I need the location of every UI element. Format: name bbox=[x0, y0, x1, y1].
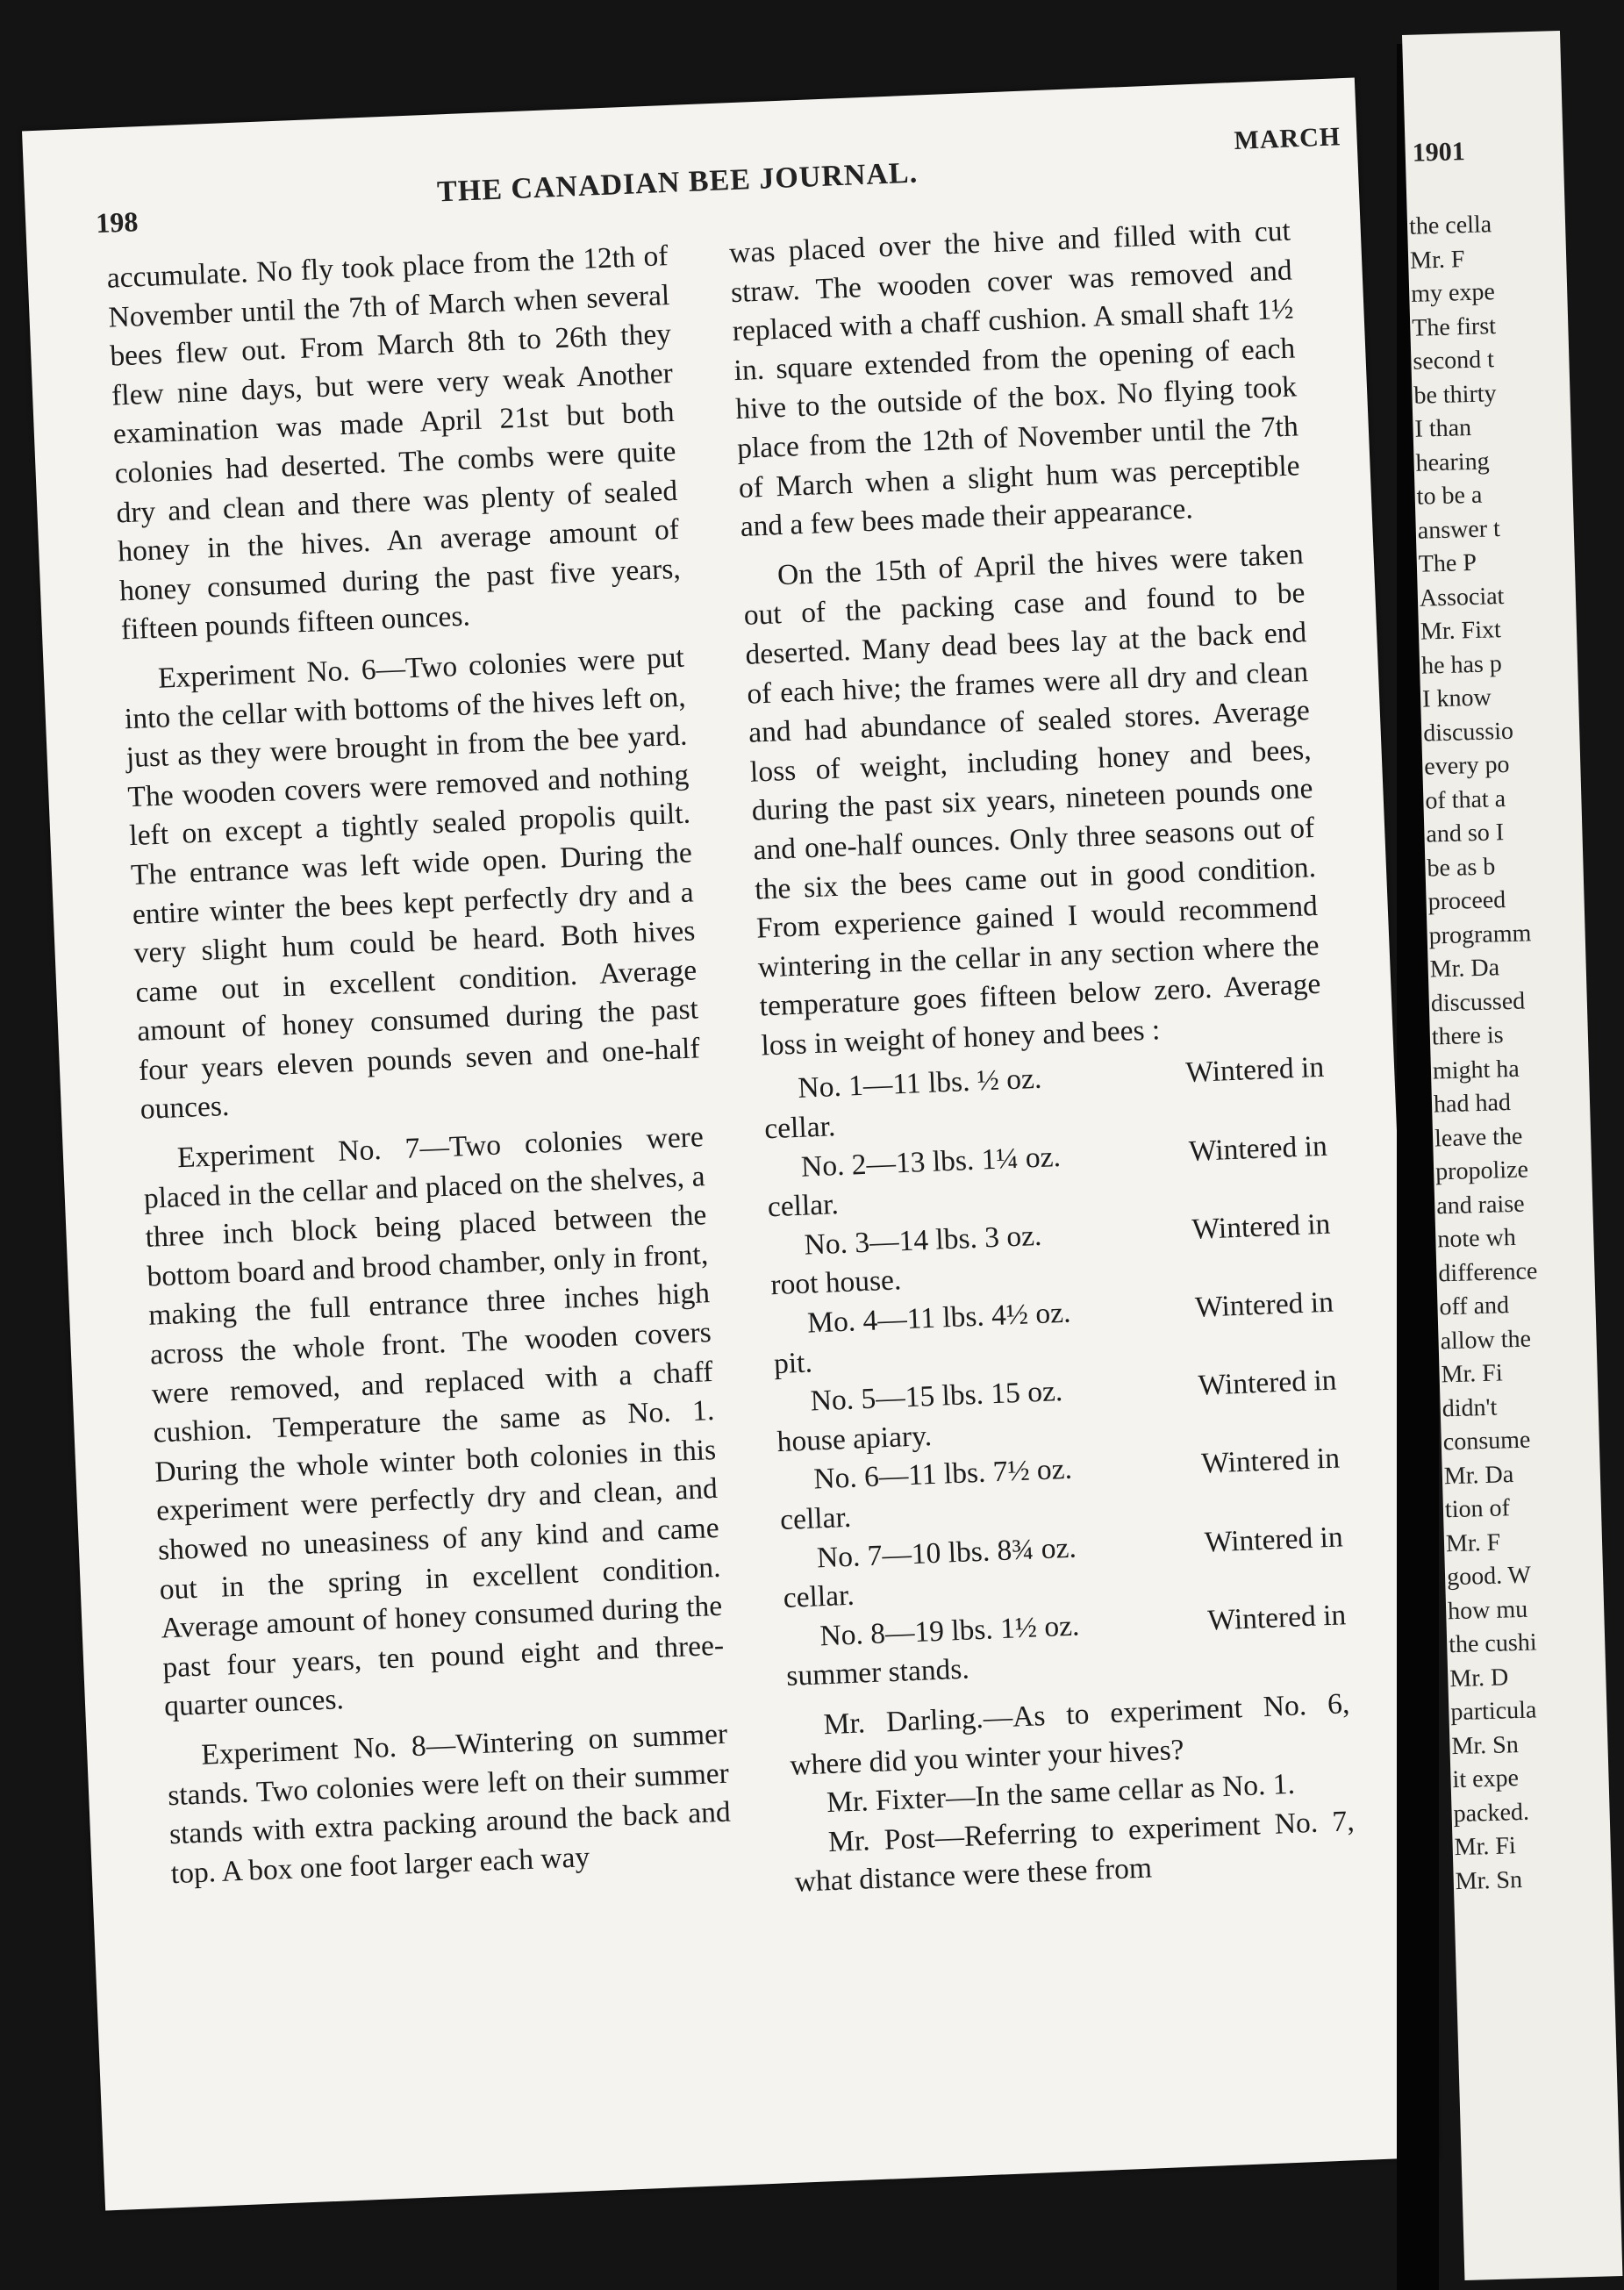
list-item: No. 3—14 lbs. 3 oz. Wintered in bbox=[803, 1207, 1331, 1262]
facing-line: discussio bbox=[1422, 717, 1514, 748]
facing-line: good. W bbox=[1446, 1561, 1532, 1592]
facing-line: Mr. F bbox=[1409, 245, 1465, 275]
paragraph: Mr. Fixter—In the same cellar as No. 1. bbox=[826, 1767, 1296, 1820]
facing-line: discussed bbox=[1430, 987, 1526, 1018]
facing-line: packed. bbox=[1453, 1798, 1530, 1828]
facing-line: Mr. Da bbox=[1443, 1460, 1514, 1490]
facing-line: programm bbox=[1428, 919, 1532, 950]
list-item-place: cellar. bbox=[779, 1500, 852, 1537]
facing-line: be thirty bbox=[1413, 379, 1497, 410]
list-item: No. 7—10 lbs. 8¾ oz. Wintered in bbox=[816, 1520, 1344, 1574]
paragraph: Mr. Darling.—As to experiment No. 6, where did you winter your hives? bbox=[789, 1687, 1350, 1782]
facing-page-year: 1901 bbox=[1412, 137, 1466, 168]
facing-line: Mr. Fi bbox=[1454, 1832, 1517, 1862]
facing-line: propolize bbox=[1434, 1156, 1529, 1186]
facing-line: Mr. Sn bbox=[1451, 1730, 1520, 1760]
facing-line: The P bbox=[1418, 548, 1477, 578]
list-item: No. 8—19 lbs. 1½ oz. Wintered in bbox=[819, 1599, 1347, 1653]
facing-line: Mr. Sn bbox=[1455, 1865, 1523, 1895]
facing-line: might ha bbox=[1432, 1055, 1520, 1084]
page-number: 198 bbox=[95, 205, 139, 240]
paragraph: Experiment No. 7—Two colonies were placed in the cellar and placed on the shelves, a three inch block being placed between the bottom board and brood chamber, only in front, making the full entrance three inches high across the whole front. The wooden covers were removed, and replaced with a chaff cushion. Temperature the same as No. 1. During the whole winter both colonies in this experiment were perfectly dry and clean, and showed no uneasiness of any kind and came out in the spring in excellent condition. Average amount of honey consumed during the past four years, ten pound eight and three-quarter ounces. bbox=[143, 1120, 725, 1723]
facing-line: I than bbox=[1414, 413, 1472, 443]
left-column bbox=[106, 237, 733, 1894]
weight-loss-list bbox=[762, 1048, 1349, 1697]
facing-line: Associat bbox=[1419, 582, 1505, 612]
paragraph: Mr. Post—Referring to experiment No. 7, what distance were these from bbox=[794, 1804, 1356, 1900]
facing-line: Mr. F bbox=[1445, 1528, 1501, 1557]
list-item-place: cellar. bbox=[783, 1578, 855, 1615]
running-header-month: MARCH bbox=[1233, 122, 1341, 156]
facing-line: note wh bbox=[1436, 1223, 1517, 1254]
journal-page bbox=[22, 77, 1438, 2210]
list-item-place: cellar. bbox=[763, 1110, 836, 1146]
facing-line: the cushi bbox=[1448, 1628, 1537, 1659]
facing-line: and so I bbox=[1426, 819, 1505, 848]
right-column bbox=[728, 212, 1356, 1903]
list-item-place: root house. bbox=[769, 1263, 903, 1302]
facing-line: particula bbox=[1449, 1696, 1537, 1727]
facing-line: of that a bbox=[1424, 784, 1506, 815]
facing-line: the cella bbox=[1408, 211, 1492, 240]
list-item-place: cellar. bbox=[767, 1188, 840, 1224]
list-item: No. 2—13 lbs. 1¼ oz. Wintered in bbox=[800, 1129, 1328, 1184]
paragraph: Experiment No. 6—Two colonies were put into the cellar with bottoms of the hives left on, just as they were brought in from the bee yard. The wooden covers were removed and nothing left on except a tightly sealed propolis quilt. The entrance was left wide open. During the entire winter the bees kept perfectly dry and a very slight hum could be heard. Both hives came out in excellent condition. Average amount of honey consumed during the past four years eleven pounds seven and one-half ounces. bbox=[124, 640, 701, 1127]
facing-line: Mr. Fixt bbox=[1420, 616, 1502, 646]
list-item: No. 5—15 lbs. 15 oz. Wintered in bbox=[810, 1363, 1338, 1418]
facing-line: every po bbox=[1423, 750, 1510, 781]
paragraph: Experiment No. 8—Wintering on summer stands. Two colonies were left on their summer stands with extra packing around the back and top. A box one foot larger each way bbox=[167, 1717, 732, 1890]
paragraph: was placed over the hive and filled with cut straw. The wooden cover was removed and replaced with a chaff cushion. A small shaft 1½ in. square extended from the opening of each hive to the outside of the box. No flying took place from the 12th of November until the 7th of March when a slight hum was perceptible and a few bees made their appearance. bbox=[728, 214, 1301, 544]
facing-line: it expe bbox=[1452, 1764, 1520, 1794]
facing-line: allow the bbox=[1440, 1324, 1532, 1355]
list-item-place: house apiary. bbox=[776, 1419, 933, 1458]
facing-line: and raise bbox=[1435, 1190, 1525, 1220]
list-item: No. 6—11 lbs. 7½ oz. Wintered in bbox=[812, 1442, 1341, 1496]
facing-line: Mr. Da bbox=[1429, 954, 1500, 984]
list-item-place: pit. bbox=[773, 1346, 813, 1380]
facing-line: leave the bbox=[1434, 1122, 1523, 1152]
facing-line: Mr. D bbox=[1449, 1663, 1509, 1692]
facing-line: The first bbox=[1411, 311, 1497, 342]
facing-line: second t bbox=[1412, 346, 1495, 376]
facing-line: had had bbox=[1433, 1089, 1512, 1119]
facing-line: proceed bbox=[1427, 886, 1506, 916]
facing-line: didn't bbox=[1442, 1393, 1498, 1422]
facing-line: hearing bbox=[1415, 447, 1490, 477]
journal-title: THE CANADIAN BEE JOURNAL. bbox=[436, 156, 919, 209]
list-item-place: summer stands. bbox=[785, 1652, 970, 1693]
facing-line: answer t bbox=[1417, 514, 1501, 545]
facing-line: Mr. Fi bbox=[1441, 1359, 1504, 1389]
facing-line: off and bbox=[1439, 1292, 1510, 1321]
facing-line: I know bbox=[1421, 683, 1492, 713]
paragraph: On the 15th of April the hives were taken out of the packing case and found to be deserted. Many dead bees lay at the back end of each hive; the frames were all dry and clean and had abundance of sealed stores. Average loss of weight, including honey and bees, during the past six years, nineteen pounds one and one-half ounces. Only three seasons out of the six the bees came out in good condition. From experience gained I would recommend wintering in the cellar in any section where the temperature goes fifteen below zero. Average loss in weight of honey and bees : bbox=[743, 537, 1321, 1063]
facing-line: how mu bbox=[1447, 1595, 1528, 1625]
list-item: No. 1—11 lbs. ½ oz. Wintered in bbox=[797, 1051, 1325, 1106]
facing-page-text bbox=[1409, 206, 1614, 1899]
facing-line: to be a bbox=[1416, 481, 1483, 511]
facing-line: tion of bbox=[1444, 1494, 1511, 1524]
facing-line: consume bbox=[1442, 1426, 1531, 1456]
facing-line: there is bbox=[1431, 1021, 1504, 1051]
facing-line: my expe bbox=[1410, 278, 1496, 308]
paragraph: accumulate. No fly took place from the 12th of November until the 7th of March when several bees flew out. From March 8th to 26th they flew nine days, but were very weak Another examination was made April 21st but both colonies had deserted. The combs were quite dry and clean and there was plenty of sealed honey in the hives. An average amount of honey consumed during the past five years, fifteen pounds fifteen ounces. bbox=[106, 240, 682, 647]
facing-line: be as b bbox=[1427, 852, 1496, 883]
list-item: Mo. 4—11 lbs. 4½ oz. Wintered in bbox=[806, 1285, 1334, 1340]
facing-line: difference bbox=[1437, 1256, 1538, 1287]
facing-line: he has p bbox=[1420, 649, 1503, 680]
